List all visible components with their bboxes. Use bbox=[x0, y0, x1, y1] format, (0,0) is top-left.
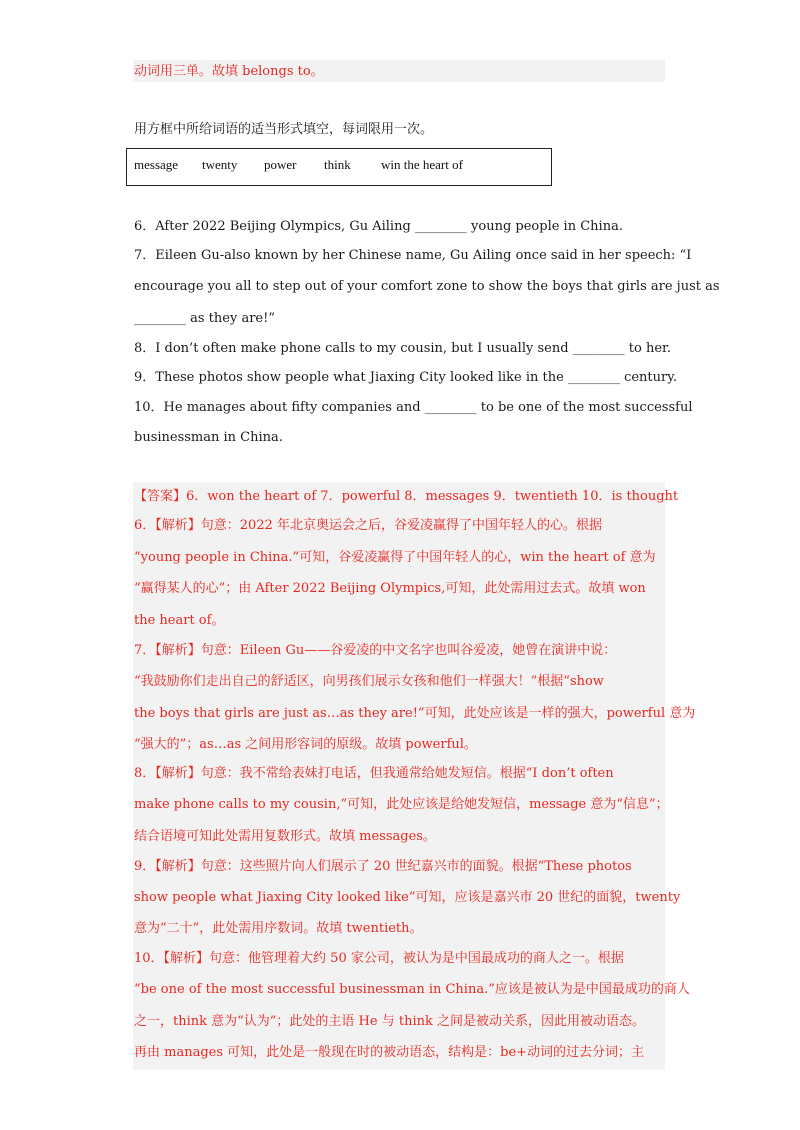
explanation-line: 结合语境可知此处需用复数形式。故填 messages。 bbox=[134, 829, 436, 844]
explanation-line: 意为“二十”，此处需用序数词。故填 twentieth。 bbox=[134, 921, 423, 936]
explanation-line: “我鼓励你们走出自己的舒适区，向男孩们展示女孩和他们一样强大！”根据“show bbox=[134, 674, 604, 689]
explanation-line: 6．【解析】句意：2022 年北京奥运会之后，谷爱凌赢得了中国年轻人的心。根据 bbox=[134, 518, 602, 533]
explanation-line: the boys that girls are just as…as they are!”可知，此处应该是一样的强大，powerful 意为 bbox=[134, 706, 696, 721]
explanation-line: 之一，think 意为“认为”；此处的主语 He 与 think 之间是被动关系，因此用被动语态。 bbox=[134, 1014, 645, 1029]
explanation-line: 10．【解析】句意：他管理着大约 50 家公司，被认为是中国最成功的商人之一。根据 bbox=[134, 951, 624, 966]
explanation-line: “强大的”；as…as 之间用形容词的原级。故填 powerful。 bbox=[134, 737, 477, 752]
word-box-item: message bbox=[134, 157, 179, 172]
word-box bbox=[126, 148, 552, 186]
question-line: 7．Eileen Gu-also known by her Chinese name, Gu Ailing once said in her speech: “I bbox=[134, 248, 692, 263]
word-box-item: win the heart of bbox=[381, 157, 463, 172]
answer-key: 【答案】6．won the heart of 7．powerful 8．messages 9．twentieth 10．is thought bbox=[134, 489, 679, 504]
explanation-line: show people what Jiaxing City looked like”可知，应该是嘉兴市 20 世纪的面貌，twenty bbox=[134, 890, 681, 905]
question-line: ________ as they are!” bbox=[134, 311, 275, 326]
instruction: 用方框中所给词语的适当形式填空，每词限用一次。 bbox=[134, 122, 434, 137]
explanation-line: make phone calls to my cousin,”可知，此处应该是给她发短信，message 意为“信息”； bbox=[134, 797, 669, 812]
explanation-line: “赢得某人的心”；由 After 2022 Beijing Olympics,可知，此处需用过去式。故填 won bbox=[134, 581, 646, 596]
question-line: 6．After 2022 Beijing Olympics, Gu Ailing ________ young people in China. bbox=[134, 219, 623, 234]
explanation-line: “young people in China.”可知，谷爱凌赢得了中国年轻人的心，win the heart of 意为 bbox=[134, 550, 656, 565]
explanation-line: 7．【解析】句意：Eileen Gu——谷爱凌的中文名字也叫谷爱凌，她曾在演讲中说： bbox=[134, 643, 617, 658]
explanation-line: 9．【解析】句意：这些照片向人们展示了 20 世纪嘉兴市的面貌。根据“These photos bbox=[134, 859, 632, 874]
question-line: 9．These photos show people what Jiaxing City looked like in the ________ century. bbox=[134, 370, 677, 385]
explanation-line: 8．【解析】句意：我不常给表妹打电话，但我通常给她发短信。根据“I don’t often bbox=[134, 766, 614, 781]
explanation-line: “be one of the most successful businessman in China.”应该是被认为是中国最成功的商人 bbox=[134, 982, 690, 997]
question-line: 8．I don’t often make phone calls to my cousin, but I usually send ________ to her. bbox=[134, 341, 671, 356]
word-box-item: twenty bbox=[202, 157, 238, 172]
question-line: encourage you all to step out of your comfort zone to show the boys that girls are just as bbox=[134, 279, 720, 294]
word-box-item: power bbox=[264, 157, 297, 172]
explanation-line: the heart of。 bbox=[134, 613, 225, 628]
top-note: 动词用三单。故填 belongs to。 bbox=[134, 64, 324, 79]
question-line: 10．He manages about fifty companies and ________ to be one of the most successful bbox=[134, 400, 693, 415]
question-line: businessman in China. bbox=[134, 430, 283, 445]
word-box-item: think bbox=[324, 157, 351, 172]
explanation-line: 再由 manages 可知，此处是一般现在时的被动语态，结构是：be+动词的过去分词；主 bbox=[134, 1045, 645, 1060]
